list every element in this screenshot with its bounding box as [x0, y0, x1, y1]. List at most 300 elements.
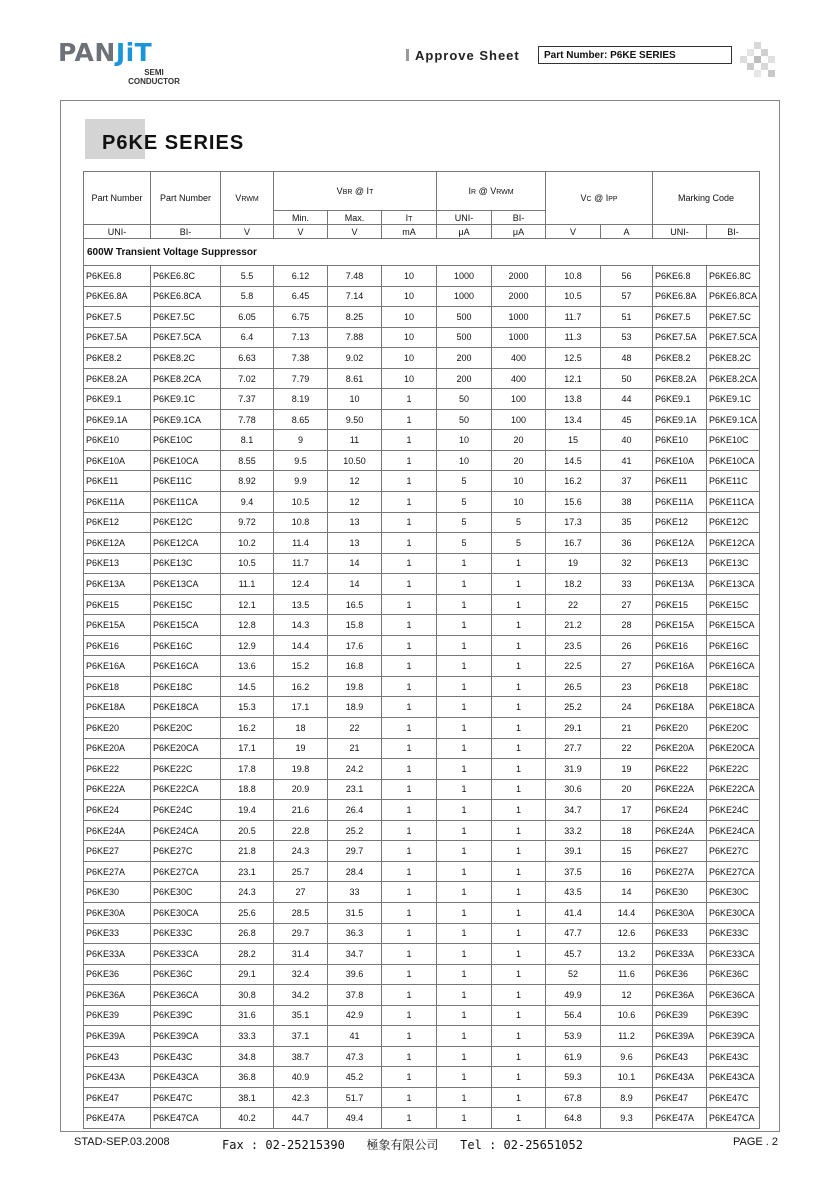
table-cell: P6KE22A: [84, 779, 151, 800]
table-cell: P6KE6.8CA: [707, 286, 760, 307]
table-cell: 16.2: [546, 471, 601, 492]
table-cell: P6KE43C: [707, 1046, 760, 1067]
table-cell: 47.3: [328, 1046, 382, 1067]
table-row: [84, 533, 760, 554]
table-cell: 9.4: [221, 492, 274, 513]
header-vc-at-sub: PP: [608, 196, 618, 203]
logo-subtitle: [124, 68, 184, 86]
table-cell: 1: [437, 1026, 492, 1047]
table-cell: 6.45: [274, 286, 328, 307]
table-cell: 400: [492, 348, 546, 369]
table-cell: 11.2: [601, 1026, 653, 1047]
table-cell: 31.9: [546, 759, 601, 780]
table-cell: 10.5: [274, 492, 328, 513]
table-cell: 1: [382, 656, 437, 677]
table-row: [84, 553, 760, 574]
table-cell: P6KE11CA: [151, 492, 221, 513]
table-cell: P6KE13: [653, 553, 707, 574]
table-cell: 21: [601, 718, 653, 739]
unit-cell: V: [328, 225, 382, 239]
table-cell: 28.5: [274, 902, 328, 923]
table-cell: 1: [492, 985, 546, 1006]
table-cell: 1: [382, 389, 437, 410]
table-cell: 12.8: [221, 615, 274, 636]
table-cell: 24.3: [274, 841, 328, 862]
table-cell: P6KE24C: [707, 800, 760, 821]
logo-semi: SEMI: [144, 68, 164, 77]
header-bi: BI-: [492, 211, 546, 225]
table-cell: 16: [601, 861, 653, 882]
page-title: P6KE SERIES: [102, 132, 245, 154]
table-cell: 14: [328, 574, 382, 595]
table-cell: 1: [492, 676, 546, 697]
table-cell: P6KE16CA: [151, 656, 221, 677]
table-cell: 19: [601, 759, 653, 780]
table-cell: P6KE36C: [151, 964, 221, 985]
table-cell: 1: [382, 471, 437, 492]
table-cell: P6KE20C: [707, 718, 760, 739]
table-cell: 19.8: [274, 759, 328, 780]
table-cell: 13: [328, 512, 382, 533]
table-cell: 18.8: [221, 779, 274, 800]
table-cell: 17: [601, 800, 653, 821]
table-cell: 2000: [492, 286, 546, 307]
table-cell: 37.1: [274, 1026, 328, 1047]
table-cell: 5: [492, 512, 546, 533]
table-cell: 25.7: [274, 861, 328, 882]
table-cell: P6KE12: [653, 512, 707, 533]
table-cell: P6KE22C: [151, 759, 221, 780]
table-cell: 36: [601, 533, 653, 554]
table-cell: 21.6: [274, 800, 328, 821]
table-cell: P6KE47A: [84, 1108, 151, 1129]
table-cell: 9.72: [221, 512, 274, 533]
table-cell: 1: [492, 718, 546, 739]
table-cell: 11.6: [601, 964, 653, 985]
header-vc: [546, 172, 653, 225]
table-cell: 1: [437, 861, 492, 882]
table-cell: 52: [546, 964, 601, 985]
table-cell: 10: [492, 492, 546, 513]
table-cell: P6KE15CA: [707, 615, 760, 636]
table-cell: P6KE9.1CA: [707, 409, 760, 430]
footer-page-number: PAGE . 2: [733, 1136, 779, 1148]
unit-cell: V: [546, 225, 601, 239]
table-cell: P6KE33C: [707, 923, 760, 944]
table-cell: P6KE16: [84, 635, 151, 656]
table-cell: P6KE6.8: [84, 266, 151, 287]
table-cell: 50: [601, 368, 653, 389]
table-cell: 50: [437, 389, 492, 410]
table-cell: P6KE11A: [84, 492, 151, 513]
table-cell: P6KE39C: [707, 1005, 760, 1026]
table-cell: P6KE43CA: [707, 1067, 760, 1088]
table-cell: 41.4: [546, 902, 601, 923]
table-cell: 27.7: [546, 738, 601, 759]
table-cell: 37: [601, 471, 653, 492]
table-cell: P6KE13C: [707, 553, 760, 574]
table-cell: 1: [492, 1087, 546, 1108]
header-ir-i: I: [468, 186, 471, 196]
table-cell: 7.38: [274, 348, 328, 369]
table-cell: 1: [382, 676, 437, 697]
table-cell: P6KE7.5C: [707, 307, 760, 328]
table-cell: 34.2: [274, 985, 328, 1006]
table-cell: P6KE18CA: [151, 697, 221, 718]
table-cell: P6KE47: [84, 1087, 151, 1108]
table-cell: P6KE18: [84, 676, 151, 697]
table-cell: 27: [601, 594, 653, 615]
table-cell: 28.2: [221, 944, 274, 965]
table-cell: 1: [492, 820, 546, 841]
table-cell: P6KE15: [653, 594, 707, 615]
table-cell: 1: [382, 512, 437, 533]
header-uni: UNI-: [437, 211, 492, 225]
table-cell: 23.1: [221, 861, 274, 882]
table-cell: 10.8: [546, 266, 601, 287]
table-row: [84, 1087, 760, 1108]
table-cell: 13.8: [546, 389, 601, 410]
table-cell: 9.6: [601, 1046, 653, 1067]
table-cell: 29.7: [274, 923, 328, 944]
table-cell: 8.55: [221, 450, 274, 471]
table-cell: P6KE22: [653, 759, 707, 780]
unit-cell: V: [274, 225, 328, 239]
table-cell: 22: [328, 718, 382, 739]
header-vc-at: @ I: [591, 193, 609, 203]
table-cell: P6KE12A: [84, 533, 151, 554]
table-cell: 1: [492, 1067, 546, 1088]
table-cell: P6KE6.8A: [653, 286, 707, 307]
table-cell: 1: [382, 964, 437, 985]
table-cell: P6KE16C: [707, 635, 760, 656]
table-cell: 16.5: [328, 594, 382, 615]
table-cell: P6KE30C: [151, 882, 221, 903]
table-cell: 12.1: [221, 594, 274, 615]
table-cell: P6KE22: [84, 759, 151, 780]
table-cell: 10: [328, 389, 382, 410]
table-cell: 15: [546, 430, 601, 451]
table-cell: 500: [437, 307, 492, 328]
table-cell: 1: [437, 1005, 492, 1026]
table-cell: P6KE18: [653, 676, 707, 697]
table-cell: P6KE9.1: [84, 389, 151, 410]
table-cell: P6KE7.5: [84, 307, 151, 328]
table-row: [84, 471, 760, 492]
table-cell: 19: [546, 553, 601, 574]
table-cell: 31.6: [221, 1005, 274, 1026]
table-cell: 6.4: [221, 327, 274, 348]
table-cell: 8.1: [221, 430, 274, 451]
header-vrwm-sub: RWM: [241, 196, 259, 203]
table-row: [84, 327, 760, 348]
table-cell: 36.8: [221, 1067, 274, 1088]
table-cell: P6KE27CA: [707, 861, 760, 882]
table-cell: P6KE15CA: [151, 615, 221, 636]
table-cell: 6.05: [221, 307, 274, 328]
table-cell: 5: [492, 533, 546, 554]
table-cell: 25.2: [546, 697, 601, 718]
table-cell: 47.7: [546, 923, 601, 944]
table-cell: 1: [437, 574, 492, 595]
table-cell: 33: [601, 574, 653, 595]
table-cell: 39.6: [328, 964, 382, 985]
table-cell: P6KE30A: [84, 902, 151, 923]
table-cell: 5.8: [221, 286, 274, 307]
header-min: Min.: [274, 211, 328, 225]
table-cell: 12.5: [546, 348, 601, 369]
table-cell: 1: [382, 738, 437, 759]
table-cell: 2000: [492, 266, 546, 287]
table-cell: 1: [437, 656, 492, 677]
part-number-box: Part Number: P6KE SERIES: [538, 46, 732, 64]
table-cell: P6KE7.5C: [151, 307, 221, 328]
table-row: [84, 902, 760, 923]
unit-cell: mA: [382, 225, 437, 239]
table-row: [84, 820, 760, 841]
table-cell: P6KE8.2A: [653, 368, 707, 389]
table-cell: P6KE24: [653, 800, 707, 821]
table-row: [84, 964, 760, 985]
table-cell: 1: [382, 820, 437, 841]
table-cell: 12.9: [221, 635, 274, 656]
table-cell: 53.9: [546, 1026, 601, 1047]
table-cell: 42.9: [328, 1005, 382, 1026]
table-cell: P6KE9.1: [653, 389, 707, 410]
table-row: [84, 759, 760, 780]
table-cell: 12.6: [601, 923, 653, 944]
table-cell: 1: [492, 944, 546, 965]
table-cell: P6KE8.2: [653, 348, 707, 369]
table-cell: 24: [601, 697, 653, 718]
table-cell: 1: [492, 800, 546, 821]
table-cell: 1: [492, 841, 546, 862]
header-vbr: [274, 172, 437, 211]
table-cell: P6KE24A: [84, 820, 151, 841]
table-cell: 200: [437, 348, 492, 369]
table-cell: P6KE15C: [151, 594, 221, 615]
table-cell: P6KE15: [84, 594, 151, 615]
table-cell: 11: [328, 430, 382, 451]
table-cell: 20.5: [221, 820, 274, 841]
header-part-number-bi: Part Number: [151, 172, 221, 225]
table-row: [84, 861, 760, 882]
table-cell: P6KE6.8CA: [151, 286, 221, 307]
table-cell: 34.7: [328, 944, 382, 965]
table-cell: 51.7: [328, 1087, 382, 1108]
table-cell: 24.2: [328, 759, 382, 780]
table-cell: 200: [437, 368, 492, 389]
table-cell: P6KE20A: [84, 738, 151, 759]
table-cell: P6KE36: [84, 964, 151, 985]
table-cell: 1: [437, 635, 492, 656]
table-cell: 9.9: [274, 471, 328, 492]
table-cell: P6KE27CA: [151, 861, 221, 882]
table-cell: 11.3: [546, 327, 601, 348]
table-cell: 12.1: [546, 368, 601, 389]
table-cell: P6KE13A: [653, 574, 707, 595]
table-cell: 10.5: [221, 553, 274, 574]
table-cell: P6KE39: [653, 1005, 707, 1026]
table-cell: 53: [601, 327, 653, 348]
table-cell: P6KE18CA: [707, 697, 760, 718]
table-cell: P6KE43C: [151, 1046, 221, 1067]
table-cell: P6KE20CA: [151, 738, 221, 759]
approve-sheet-label: [406, 48, 520, 63]
table-cell: P6KE18A: [653, 697, 707, 718]
table-row: [84, 944, 760, 965]
table-cell: 10: [382, 368, 437, 389]
table-row: [84, 718, 760, 739]
table-cell: P6KE36A: [653, 985, 707, 1006]
table-cell: 29.7: [328, 841, 382, 862]
table-cell: 14: [328, 553, 382, 574]
table-cell: 5.5: [221, 266, 274, 287]
table-cell: P6KE10: [84, 430, 151, 451]
table-cell: 16.7: [546, 533, 601, 554]
table-cell: 10: [382, 348, 437, 369]
table-cell: 40.2: [221, 1108, 274, 1129]
table-cell: P6KE11CA: [707, 492, 760, 513]
table-cell: 41: [601, 450, 653, 471]
table-cell: 11.1: [221, 574, 274, 595]
table-cell: 100: [492, 389, 546, 410]
header-ir: [437, 172, 546, 211]
table-cell: 1: [382, 615, 437, 636]
table-row: [84, 286, 760, 307]
table-cell: 10: [382, 266, 437, 287]
table-cell: 500: [437, 327, 492, 348]
table-cell: 11.7: [546, 307, 601, 328]
table-cell: 1: [492, 635, 546, 656]
table-cell: 1: [382, 759, 437, 780]
table-cell: P6KE9.1A: [653, 409, 707, 430]
table-cell: 30.8: [221, 985, 274, 1006]
table-row: [84, 307, 760, 328]
table-cell: 25.2: [328, 820, 382, 841]
table-cell: P6KE8.2CA: [151, 368, 221, 389]
table-cell: 1: [492, 902, 546, 923]
table-cell: P6KE43CA: [151, 1067, 221, 1088]
table-cell: 1: [382, 1087, 437, 1108]
table-cell: 7.78: [221, 409, 274, 430]
table-cell: P6KE39C: [151, 1005, 221, 1026]
table-cell: 17.8: [221, 759, 274, 780]
table-cell: 1: [492, 656, 546, 677]
table-cell: 34.8: [221, 1046, 274, 1067]
table-cell: 17.3: [546, 512, 601, 533]
table-cell: P6KE9.1A: [84, 409, 151, 430]
table-cell: 1: [382, 944, 437, 965]
table-cell: 7.79: [274, 368, 328, 389]
table-cell: P6KE27C: [151, 841, 221, 862]
table-cell: 18.9: [328, 697, 382, 718]
table-cell: 1: [437, 615, 492, 636]
table-cell: P6KE10C: [707, 430, 760, 451]
table-cell: 21.2: [546, 615, 601, 636]
header-part-number-uni: Part Number: [84, 172, 151, 225]
table-cell: P6KE30: [84, 882, 151, 903]
category-heading: 600W Transient Voltage Suppressor: [84, 239, 760, 266]
table-cell: P6KE33A: [653, 944, 707, 965]
table-cell: 32.4: [274, 964, 328, 985]
table-cell: 7.48: [328, 266, 382, 287]
table-cell: 33.3: [221, 1026, 274, 1047]
table-cell: 1000: [437, 266, 492, 287]
table-cell: P6KE27C: [707, 841, 760, 862]
table-cell: 12: [328, 492, 382, 513]
table-cell: P6KE9.1C: [707, 389, 760, 410]
table-cell: 10.1: [601, 1067, 653, 1088]
table-cell: 29.1: [546, 718, 601, 739]
table-cell: 1: [382, 574, 437, 595]
table-cell: 8.9: [601, 1087, 653, 1108]
table-cell: 38: [601, 492, 653, 513]
table-cell: 17.1: [221, 738, 274, 759]
table-cell: 10: [437, 430, 492, 451]
unit-cell: A: [601, 225, 653, 239]
header-it: [382, 211, 437, 225]
table-cell: 41: [328, 1026, 382, 1047]
table-cell: 21.8: [221, 841, 274, 862]
table-row: [84, 635, 760, 656]
table-cell: 14.4: [601, 902, 653, 923]
table-cell: 57: [601, 286, 653, 307]
table-cell: 35: [601, 512, 653, 533]
table-cell: 1: [382, 409, 437, 430]
table-cell: 49.4: [328, 1108, 382, 1129]
table-cell: 1: [382, 861, 437, 882]
table-cell: 18: [274, 718, 328, 739]
header-vrwm-v: V: [235, 193, 242, 203]
header-vbr-v: V: [336, 186, 343, 196]
table-cell: 5: [437, 492, 492, 513]
table-cell: P6KE27A: [84, 861, 151, 882]
table-cell: 5: [437, 512, 492, 533]
table-cell: 1: [492, 738, 546, 759]
table-cell: 21: [328, 738, 382, 759]
header-vbr-at-sub: T: [369, 189, 374, 196]
table-cell: P6KE47CA: [707, 1108, 760, 1129]
table-cell: 19: [274, 738, 328, 759]
table-cell: 59.3: [546, 1067, 601, 1088]
table-cell: P6KE8.2A: [84, 368, 151, 389]
table-cell: P6KE15A: [653, 615, 707, 636]
table-cell: 22.8: [274, 820, 328, 841]
table-cell: 13.2: [601, 944, 653, 965]
table-cell: P6KE13CA: [707, 574, 760, 595]
bar-icon: [406, 49, 409, 61]
table-cell: P6KE36C: [707, 964, 760, 985]
table-cell: 15.8: [328, 615, 382, 636]
table-cell: P6KE24A: [653, 820, 707, 841]
table-cell: 1: [382, 1067, 437, 1088]
table-row: [84, 512, 760, 533]
table-cell: 6.63: [221, 348, 274, 369]
table-cell: P6KE39CA: [707, 1026, 760, 1047]
footer-document-code: STAD-SEP.03.2008: [74, 1136, 170, 1148]
header-it-sub: T: [408, 215, 413, 223]
table-cell: 1: [382, 923, 437, 944]
table-cell: P6KE9.1CA: [151, 409, 221, 430]
panjit-logo: [58, 38, 180, 86]
unit-cell: μA: [492, 225, 546, 239]
table-cell: 15.2: [274, 656, 328, 677]
table-row: [84, 800, 760, 821]
table-cell: 9.50: [328, 409, 382, 430]
table-cell: 36.3: [328, 923, 382, 944]
table-cell: 14.5: [546, 450, 601, 471]
